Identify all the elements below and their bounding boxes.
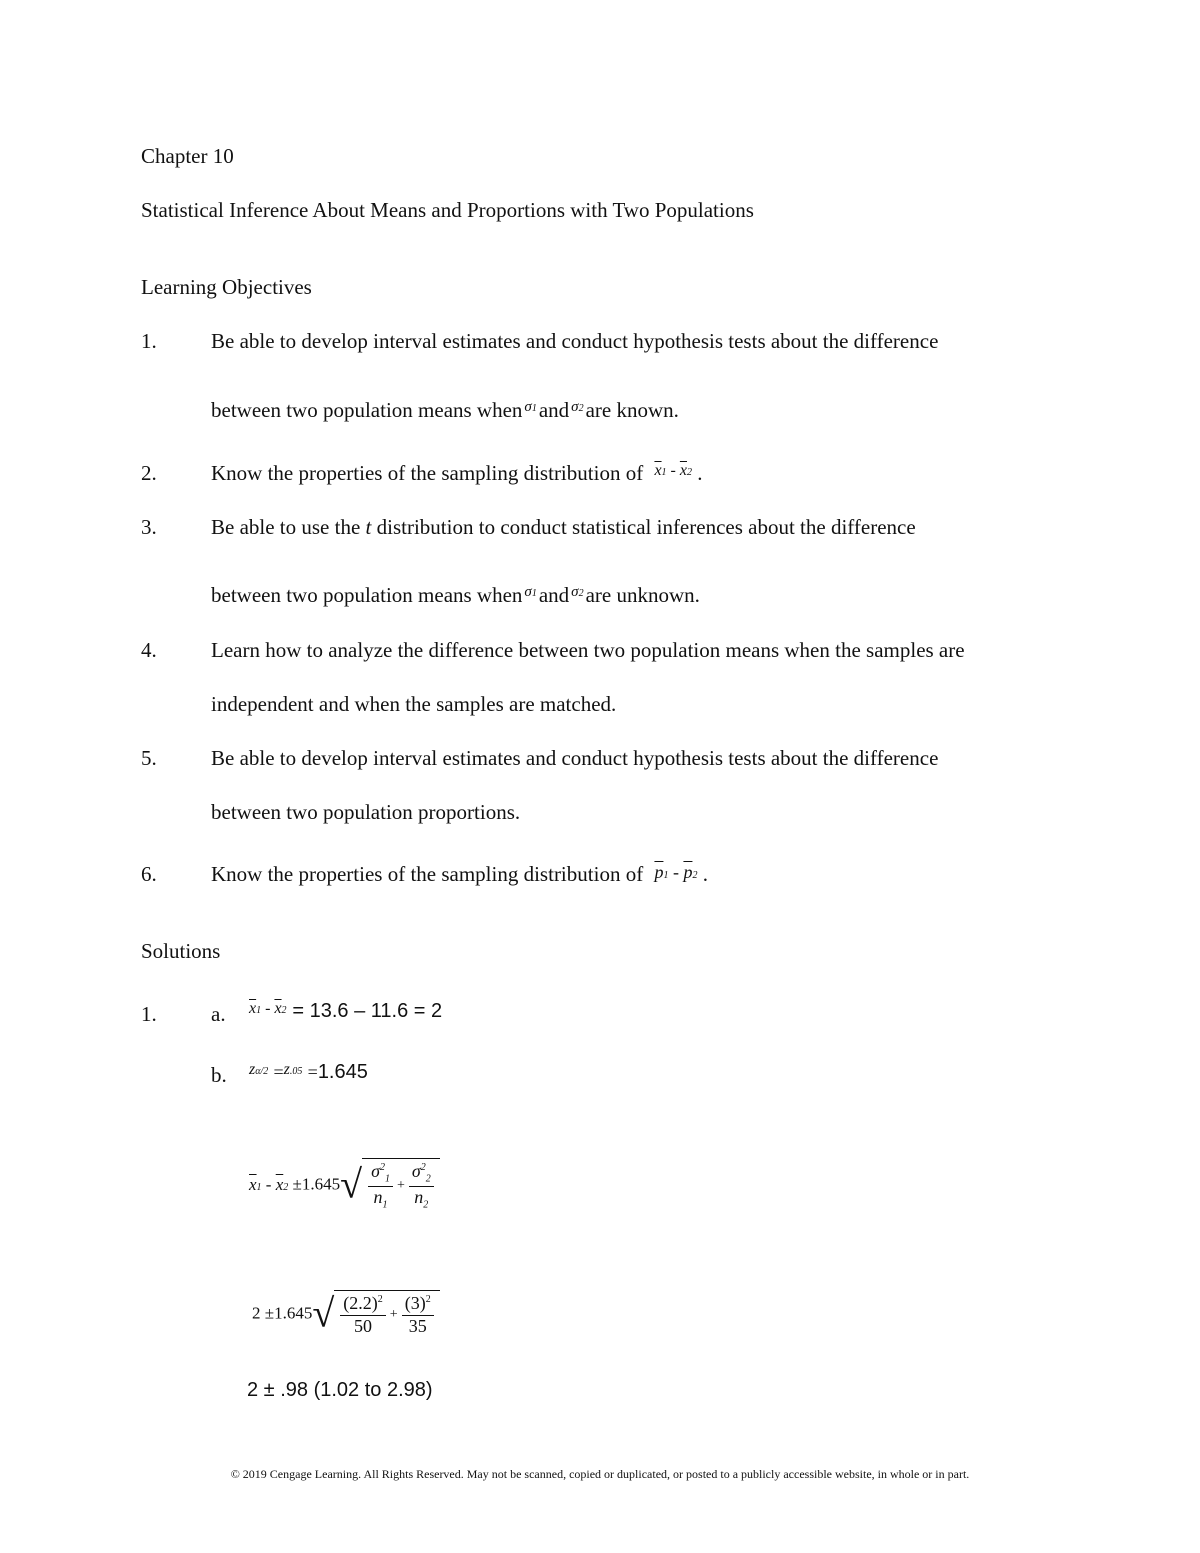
objective-text: independent and when the samples are matched. — [211, 692, 617, 716]
objective-text: Be able to develop interval estimates and conduct hypothesis tests about the difference — [211, 329, 939, 353]
objective-number: 4. — [141, 638, 157, 662]
sigma-2-symbol: σ2 — [571, 584, 584, 600]
chapter-title: Statistical Inference About Means and Proportions with Two Populations — [141, 198, 754, 222]
objectives-heading: Learning Objectives — [141, 275, 312, 299]
sigma-1-symbol: σ1 — [524, 399, 537, 415]
objective-number: 1. — [141, 329, 157, 353]
objective-text: Be able to use the t distribution to conduct statistical inferences about the difference — [211, 515, 916, 539]
xbar-difference-symbol: x1 - x2 — [654, 462, 692, 479]
objective-number: 5. — [141, 746, 157, 770]
sigma-1-symbol: σ1 — [524, 584, 537, 600]
solution-b-label: b. — [211, 1063, 227, 1087]
objective-number: 3. — [141, 515, 157, 539]
solution-a-expression: $\overline{x}1 - \overline{x}2 = 13.6 - 11.6 = 2$ — [249, 1000, 443, 1022]
square-root-symbol: √ — [312, 1290, 335, 1336]
solution-number: 1. — [141, 1002, 157, 1026]
pbar-difference-symbol: $\overline{p}1 - \overline{p}2$ — [654, 862, 698, 882]
objective-text: Know the properties of the sampling distribution of $\overline{p}1 - \overline{p}2$ . — [211, 862, 708, 886]
sigma-2-symbol: σ2 — [571, 399, 584, 415]
objective-text: Know the properties of the sampling distribution of $^{\overline{x}1 - \overline{x}2}$ . — [211, 461, 703, 485]
chapter-heading: Chapter 10 — [141, 144, 234, 168]
solution-b-expression: zα/2 =z.05 =1.645 — [249, 1061, 368, 1083]
objective-text: between two population means when $^{\sigma 1}$and $^{\sigma 2}$are unknown. — [211, 583, 700, 607]
objective-number: 6. — [141, 862, 157, 886]
square-root-symbol: √ — [340, 1161, 363, 1207]
ci-formula: $\overline{x}1 - \overline{x}2 \pm 1.645√$ $\frac{\sigma^2_1}{n_1}$ + $\frac{\sigma^2_2}{n_2}$ — [249, 1158, 440, 1211]
solution-a-label: a. — [211, 1002, 226, 1026]
objective-text: between two population proportions. — [211, 800, 521, 824]
ci-calculation: 2 ±1.645√ $\frac{(2.2)^2}{50}$ + $\frac{(3)^2}{35}$ — [252, 1290, 440, 1337]
objective-number: 2. — [141, 461, 157, 485]
objective-text: Be able to develop interval estimates and conduct hypothesis tests about the difference — [211, 746, 939, 770]
ci-result: 2 ± .98 (1.02 to 2.98) — [247, 1379, 433, 1401]
solutions-heading: Solutions — [141, 939, 221, 963]
objective-text: Learn how to analyze the difference between two population means when the samples are — [211, 638, 965, 662]
copyright-footer: © 2019 Cengage Learning. All Rights Reserved. May not be scanned, copied or duplicated, or posted to a publicly accessible website, in whole or in part. — [230, 1467, 970, 1481]
objective-text: between two population means when $^{\sigma 1}$and $^{\sigma 2}$are known. — [211, 398, 679, 422]
